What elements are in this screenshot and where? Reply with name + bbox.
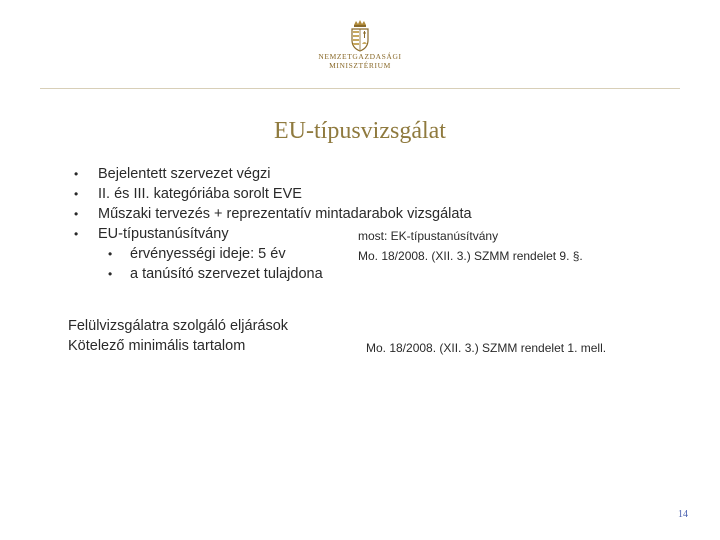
page-number: 14 <box>678 509 688 520</box>
logo-text-line1: NEMZETGAZDASÁGI <box>318 52 402 61</box>
bullet-item: Műszaki tervezés + reprezentatív mintadarabok vizsgálata <box>98 206 472 222</box>
sub-bullet-item: a tanúsító szervezet tulajdona <box>130 266 323 282</box>
bullet-marker: • <box>74 187 79 201</box>
sub-bullet-marker: • <box>108 247 113 261</box>
sub-bullet-item: érvényességi ideje: 5 év <box>130 246 286 262</box>
sub-bullet-marker: • <box>108 267 113 281</box>
bullet-item: EU-típustanúsítvány <box>98 226 229 242</box>
ministry-logo <box>318 18 402 70</box>
bullet-marker: • <box>74 207 79 221</box>
coat-of-arms-icon <box>349 18 371 52</box>
note-now: most: EK-típustanúsítvány <box>358 229 499 243</box>
slide-title: EU-típusvizsgálat <box>274 118 446 144</box>
note-regulation-annex: Mo. 18/2008. (XII. 3.) SZMM rendelet 1. mell. <box>366 341 607 355</box>
logo-text-line2: MINISZTÉRIUM <box>329 61 391 70</box>
bullet-item: Bejelentett szervezet végzi <box>98 166 271 182</box>
bullet-marker: • <box>74 227 79 241</box>
note-regulation: Mo. 18/2008. (XII. 3.) SZMM rendelet 9. §. <box>358 249 583 263</box>
bullet-item: II. és III. kategóriába sorolt EVE <box>98 186 302 202</box>
procedure-line: Felülvizsgálatra szolgáló eljárások <box>68 318 289 334</box>
bullet-marker: • <box>74 167 79 181</box>
header-divider <box>40 88 680 89</box>
content-line: Kötelező minimális tartalom <box>68 338 246 354</box>
